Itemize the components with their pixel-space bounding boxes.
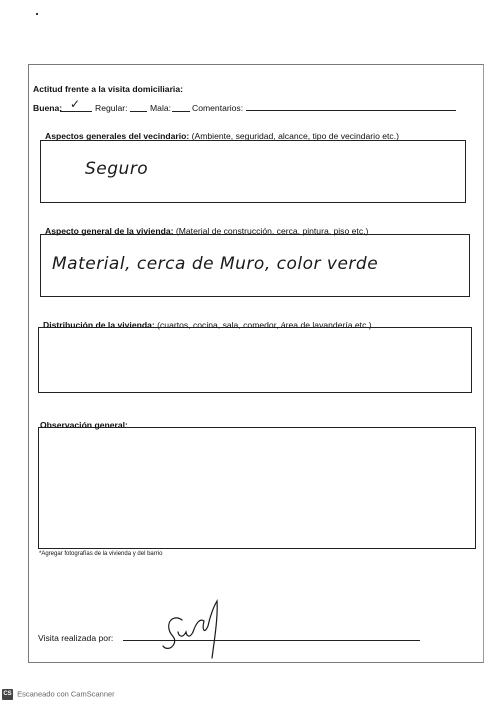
camscanner-footer [2,689,115,700]
attitude-title: Actitud frente a la visita domiciliaria: [33,84,183,94]
buena-label: Buena: [33,103,63,113]
housing-value: Material, cerca de Muro, color verde [52,254,379,274]
housing-hint: (Material de construcción, cerca, pintura, piso etc.) [175,226,369,236]
mala-field[interactable] [172,111,190,112]
distribution-box[interactable] [38,327,472,393]
distribution-title-text: Distribución de la vivienda: [43,320,155,330]
camscanner-text: Escaneado con CamScanner [17,689,115,699]
scan-speck [36,13,38,15]
neighborhood-value: Seguro [85,159,149,179]
housing-title-text: Aspecto general de la vivienda: [45,226,174,236]
comentarios-field[interactable] [246,110,456,111]
regular-label: Regular: [95,103,128,113]
observation-box[interactable] [38,427,476,549]
comentarios-label: Comentarios: [192,103,244,113]
distribution-hint: (cuartos, cocina, sala, comedor, área de lavandería etc.) [157,320,372,330]
mala-label: Mala: [150,103,172,113]
camscanner-logo-icon: CS [2,689,13,700]
signature-drawing [160,596,230,660]
buena-checkmark: ✓ [70,97,81,111]
buena-field[interactable] [60,111,92,112]
neighborhood-hint: (Ambiente, seguridad, alcance, tipo de vecindario etc.) [191,131,399,141]
visit-label: Visita realizada por: [38,633,114,643]
observation-title: Observación general: [40,420,128,430]
photo-note: *Agregar fotografías de la vivienda y del barrio [39,551,163,557]
neighborhood-title-text: Aspectos generales del vecindario: [45,131,190,141]
regular-field[interactable] [130,111,147,112]
